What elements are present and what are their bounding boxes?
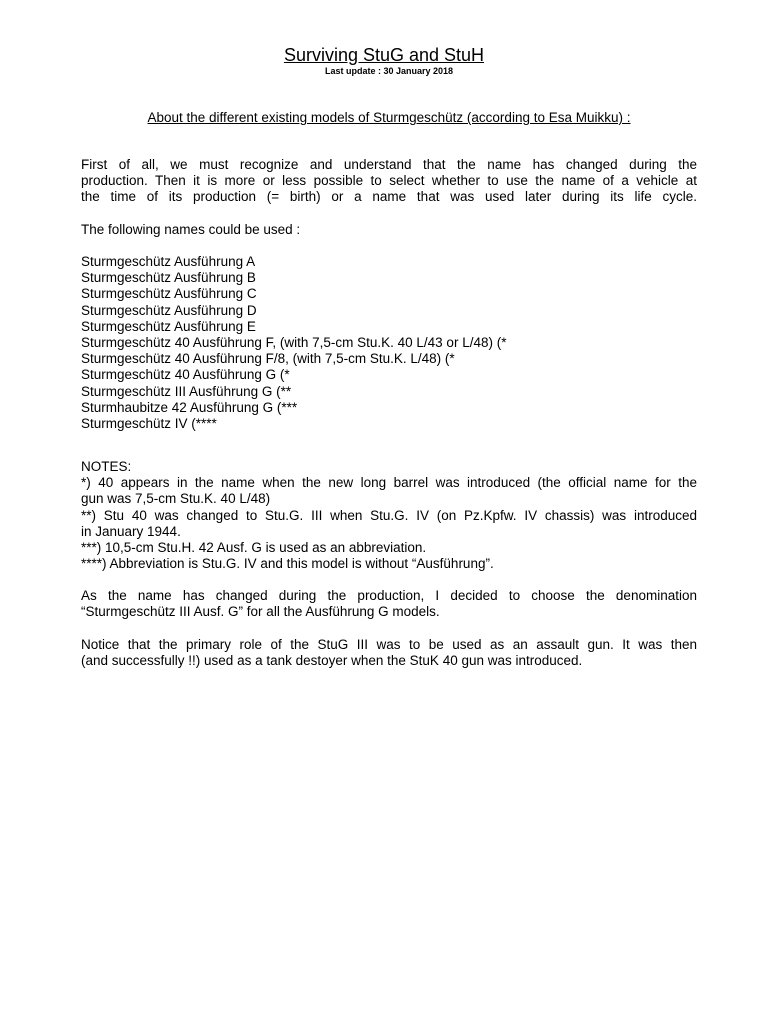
- denomination-line: As the name has changed during the production, I decided to choose the denomination: [81, 588, 697, 603]
- document-title: Surviving StuG and StuH: [283, 45, 485, 65]
- notes-block: [81, 459, 697, 572]
- list-item: Sturmgeschütz Ausführung B: [81, 270, 256, 286]
- names-intro: [81, 222, 697, 238]
- role-paragraph: [81, 637, 697, 669]
- list-item: Sturmhaubitze 42 Ausführung G (***: [81, 399, 298, 415]
- intro-line: the time of its production (= birth) or a name that was used later during its life cycle.: [81, 189, 697, 205]
- intro-line: production. Then it is more or less possible to select whether to use the name of a vehicle at: [81, 173, 697, 189]
- role-line: (and successfully !!) used as a tank destoyer when the StuK 40 gun was introduced.: [81, 653, 583, 669]
- note-line: in January 1944.: [81, 523, 181, 539]
- role-line: Notice that the primary role of the StuG III was to be used as an assault gun. It was then: [81, 637, 697, 652]
- about-heading: About the different existing models of Sturmgeschütz (according to Esa Muikku) :: [147, 110, 631, 125]
- note-line: **) Stu 40 was changed to Stu.G. III when Stu.G. IV (on Pz.Kpfw. IV chassis) was introduced: [81, 507, 697, 523]
- intro-line: First of all, we must recognize and understand that the name has changed during the: [81, 157, 697, 172]
- last-update-date: Last update : 30 January 2018: [324, 66, 454, 76]
- denomination-paragraph: [81, 588, 697, 620]
- denomination-line: “Sturmgeschütz III Ausf. G” for all the Ausführung G models.: [81, 604, 440, 620]
- intro-paragraph: [81, 157, 697, 206]
- note-line: ***) 10,5-cm Stu.H. 42 Ausf. G is used as an abbreviation.: [81, 540, 427, 556]
- model-list: [81, 254, 697, 432]
- list-item: Sturmgeschütz Ausführung C: [81, 286, 257, 302]
- note-line: *) 40 appears in the name when the new long barrel was introduced (the official name for the: [81, 475, 697, 491]
- names-intro-text: The following names could be used :: [81, 222, 301, 237]
- list-item: Sturmgeschütz Ausführung A: [81, 254, 256, 269]
- list-item: Sturmgeschütz Ausführung D: [81, 302, 257, 318]
- list-item: Sturmgeschütz 40 Ausführung F, (with 7,5-cm Stu.K. 40 L/43 or L/48) (*: [81, 335, 507, 351]
- list-item: Sturmgeschütz III Ausführung G (**: [81, 383, 292, 399]
- list-item: Sturmgeschütz IV (****: [81, 416, 217, 432]
- note-line: ****) Abbreviation is Stu.G. IV and this model is without “Ausführung”.: [81, 556, 494, 572]
- list-item: Sturmgeschütz 40 Ausführung G (*: [81, 367, 290, 383]
- model-list-block: [81, 254, 697, 432]
- list-item: Sturmgeschütz Ausführung E: [81, 318, 256, 334]
- notes-heading: NOTES:: [81, 459, 132, 474]
- list-item: Sturmgeschütz 40 Ausführung F/8, (with 7,5-cm Stu.K. L/48) (*: [81, 351, 455, 367]
- note-line: gun was 7,5-cm Stu.K. 40 L/48): [81, 491, 271, 507]
